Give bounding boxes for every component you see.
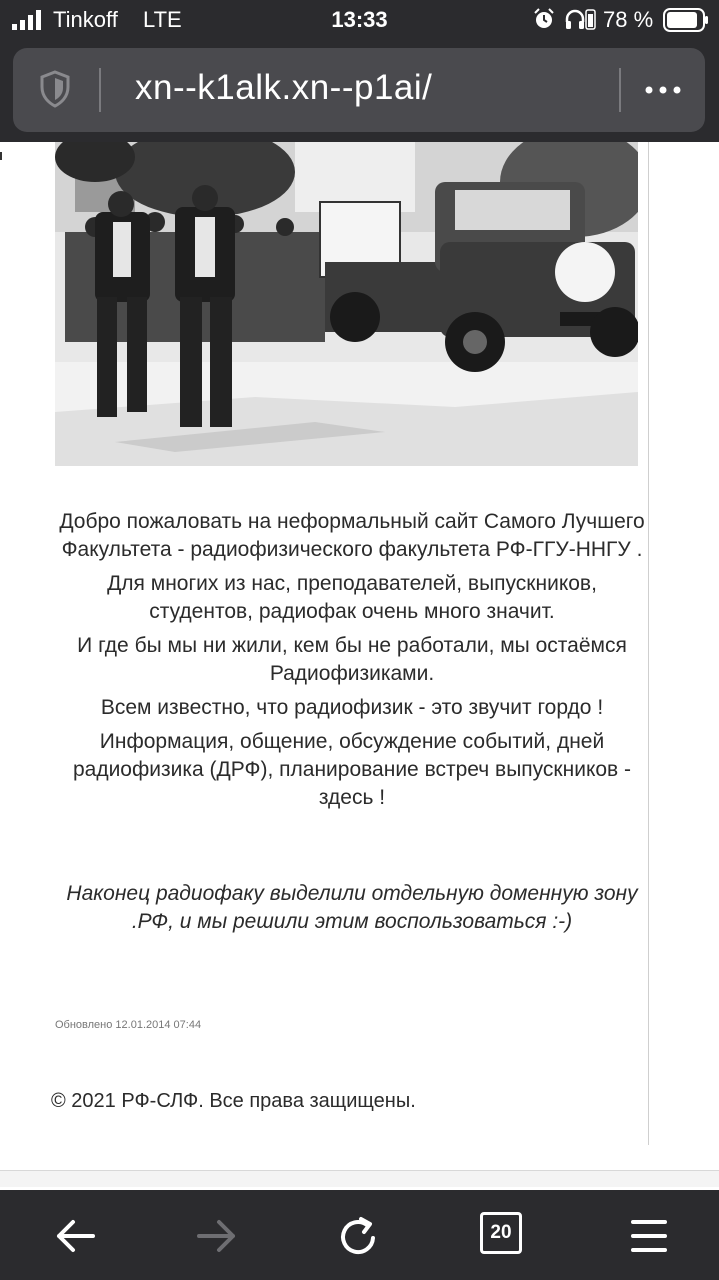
shield-icon[interactable]: [39, 70, 71, 108]
content-footer-gap: [0, 1171, 719, 1187]
welcome-paragraph: Информация, общение, обсуждение событий, дней радиофизика (ДРФ), планирование встреч выпускников - здесь !: [72, 730, 632, 809]
domain-note: Наконец радиофаку выделили отдельную доменную зону .РФ, и мы решили этим воспользоваться :-): [66, 882, 638, 933]
forward-button[interactable]: [170, 1190, 260, 1280]
copyright: © 2021 РФ-СЛФ. Все права защищены.: [51, 1090, 416, 1112]
menu-icon[interactable]: [627, 1214, 671, 1258]
welcome-paragraph: Для многих из нас, преподавателей, выпускников, студентов, радиофак очень много значит.: [107, 572, 597, 623]
alarm-icon: [533, 8, 555, 30]
back-button[interactable]: [28, 1190, 118, 1280]
updated-date: Обновлено 12.01.2014 07:44: [55, 1019, 202, 1031]
more-icon[interactable]: [641, 78, 685, 102]
clock: 13:33: [331, 7, 388, 32]
url-text[interactable]: xn--k1alk.xn--p1ai/: [135, 68, 433, 107]
menu-button[interactable]: [602, 1190, 692, 1280]
carrier-name: Tinkoff: [53, 7, 118, 32]
browser-top-bar: [0, 40, 719, 142]
battery-icon: [663, 8, 709, 32]
welcome-paragraph: И где бы мы ни жили, кем бы не работали, мы остаёмся Радиофизиками.: [77, 634, 627, 685]
url-divider: [619, 68, 621, 112]
network-type: LTE: [143, 7, 182, 32]
welcome-paragraph: Всем известно, что радиофизик - это звучит гордо !: [100, 696, 604, 719]
battery-level-icon: [585, 8, 597, 30]
status-bar: [0, 0, 719, 40]
reload-icon[interactable]: [337, 1214, 381, 1258]
battery-percent: 78 %: [603, 7, 654, 32]
back-icon[interactable]: [53, 1214, 97, 1258]
browser-toolbar: [0, 1190, 719, 1280]
forward-icon[interactable]: [195, 1214, 239, 1258]
hero-photo: [55, 142, 638, 466]
welcome-paragraph: Добро пожаловать на неформальный сайт Самого Лучшего Факультета - радиофизического факультета РФ-ГГУ-ННГУ .: [59, 510, 645, 561]
url-divider: [99, 68, 101, 112]
address-bar[interactable]: [13, 48, 705, 132]
welcome-text: [55, 508, 649, 818]
reload-button[interactable]: [312, 1190, 402, 1280]
edge-mark: [0, 152, 2, 160]
web-content: [0, 142, 719, 1170]
tabs-button[interactable]: 20: [480, 1212, 522, 1254]
headphones-icon: [564, 8, 586, 30]
